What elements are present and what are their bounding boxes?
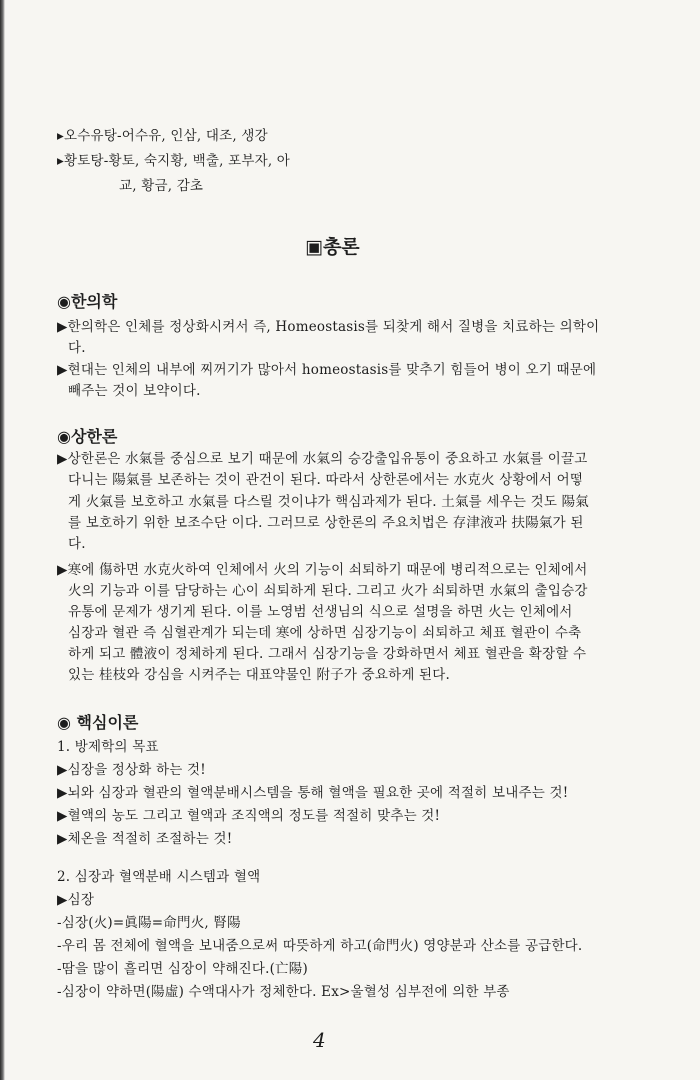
- section-heading-hanui: ◉한의학: [57, 292, 118, 311]
- hanui-line-4: 빼주는 것이 보약이다.: [68, 383, 201, 399]
- prescription-line-1: ▸오수유탕-어수유, 인삼, 대조, 생강: [57, 128, 268, 144]
- core-subheading-1: 1. 방제학의 목표: [57, 739, 159, 755]
- sanghan-line-6: ▶寒에 傷하면 水克火하여 인체에서 火의 기능이 쇠퇴하기 때문에 병리적으로는 인체에서: [57, 562, 588, 578]
- hanui-line-1: ▶한의학은 인체를 정상화시켜서 즉, Homeostasis를 되찾게 해서 질병을 치료하는 의학이: [57, 319, 600, 335]
- sanghan-line-3: 게 火氣를 보호하고 水氣를 다스릴 것이냐가 핵심과제가 된다. 土氣를 세우는 것도 陽氣: [68, 494, 590, 510]
- sanghan-line-1: ▶상한론은 水氣를 중심으로 보기 때문에 水氣의 승강출입유통이 중요하고 水氣를 이끌고: [57, 451, 588, 467]
- sanghan-line-5: 다.: [68, 536, 86, 552]
- page-number: 4: [313, 1028, 326, 1052]
- section-heading-core: ◉ 핵심이론: [57, 713, 139, 732]
- sanghan-line-2: 다니는 陽氣를 보존하는 것이 관건이 된다. 따라서 상한론에서는 水克火 상황에서 어떻: [68, 472, 584, 488]
- prescription-line-3: 교, 황금, 감초: [119, 178, 204, 194]
- heart-subitem: ▶심장: [57, 892, 95, 908]
- goal-line-3: ▶혈액의 농도 그리고 혈액과 조직액의 정도를 적절히 맞추는 것!: [57, 808, 441, 824]
- sanghan-line-4: 를 보호하기 위한 보조수단 이다. 그러므로 상한론의 주요치법은 存津液과 扶陽氣가 된: [68, 515, 584, 531]
- sanghan-line-7: 火의 기능과 이를 담당하는 心이 쇠퇴하게 된다. 그리고 火가 쇠퇴하면 水氣의 출입승강: [68, 583, 588, 599]
- section-heading-sanghan: ◉상한론: [57, 427, 118, 446]
- goal-line-4: ▶체온을 적절히 조절하는 것!: [57, 831, 233, 847]
- core-subheading-2: 2. 심장과 혈액분배 시스템과 혈액: [57, 869, 261, 885]
- heart-line-1: -심장(火)=眞陽=命門火, 腎陽: [57, 915, 241, 931]
- goal-line-2: ▶뇌와 심장과 혈관의 혈액분배시스템을 통해 혈액을 필요한 곳에 적절히 보내주는 것!: [57, 785, 569, 801]
- goal-line-1: ▶심장을 정상화 하는 것!: [57, 762, 206, 778]
- sanghan-line-11: 있는 桂枝와 강심을 시켜주는 대표약물인 附子가 중요하게 된다.: [68, 667, 451, 683]
- page-title: ▣총론: [305, 236, 360, 258]
- heart-line-3: -땀을 많이 흘리면 심장이 약해진다.(亡陽): [57, 961, 308, 977]
- heart-line-2: -우리 몸 전체에 혈액을 보내줌으로써 따뜻하게 하고(命門火) 영양분과 산소를 공급한다.: [57, 938, 583, 954]
- prescription-line-2: ▸황토탕-황토, 숙지황, 백출, 포부자, 아: [57, 153, 291, 169]
- heart-line-4: -심장이 약하면(陽虛) 수액대사가 정체한다. Ex>울혈성 심부전에 의한 부종: [57, 984, 510, 1000]
- sanghan-line-9: 심장과 혈관 즉 심혈관계가 되는데 寒에 상하면 심장기능이 쇠퇴하고 체표 혈관이 수축: [68, 625, 582, 641]
- sanghan-line-10: 하게 되고 體液이 정체하게 된다. 그래서 심장기능을 강화하면서 체표 혈관을 확장할 수: [68, 646, 587, 662]
- hanui-line-2: 다.: [68, 340, 86, 356]
- hanui-line-3: ▶현대는 인체의 내부에 찌꺼기가 많아서 homeostasis를 맞추기 힘들어 병이 오기 때문에: [57, 362, 597, 378]
- sanghan-line-8: 유통에 문제가 생기게 된다. 이를 노영범 선생님의 식으로 설명을 하면 火는 인체에서: [68, 604, 573, 620]
